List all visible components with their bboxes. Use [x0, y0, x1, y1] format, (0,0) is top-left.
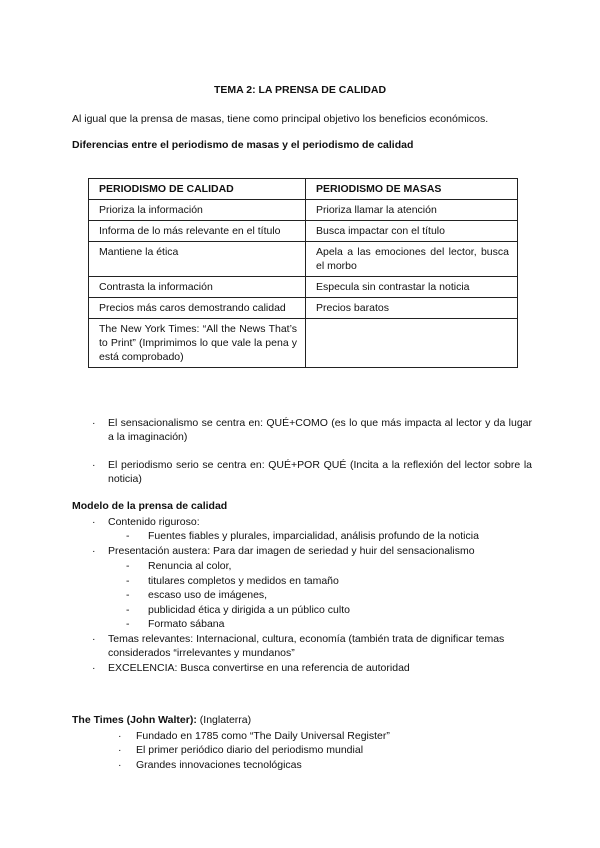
times-item: Grandes innovaciones tecnológicas: [136, 759, 302, 771]
table-cell: Especula sin contrastar la noticia: [306, 277, 518, 298]
table-cell: Precios más caros demostrando calidad: [89, 298, 306, 319]
dash-icon: -: [126, 604, 130, 616]
times-heading: [72, 713, 251, 728]
sub-item: titulares completos y medidos en tamaño: [148, 575, 339, 587]
bullet-item: [92, 458, 532, 488]
table-cell: Busca impactar con el título: [306, 221, 518, 242]
sub-item: Formato sábana: [148, 618, 225, 630]
sub-item: Fuentes fiables y plurales, imparcialidad, análisis profundo de la noticia: [148, 530, 479, 542]
table-row: [89, 242, 518, 277]
bullet-dot-icon: ·: [92, 545, 96, 557]
times-item: El primer periódico diario del periodismo mundial: [136, 744, 364, 756]
model-item-content: Contenido riguroso:: [108, 516, 200, 528]
dash-icon: -: [126, 530, 130, 542]
page-title: TEMA 2: LA PRENSA DE CALIDAD: [213, 84, 387, 96]
table-cell: Contrasta la información: [89, 277, 306, 298]
times-item: Fundado en 1785 como “The Daily Universal Register”: [136, 730, 390, 742]
table-cell: Prioriza llamar la atención: [306, 200, 518, 221]
times-heading-bold: The Times (John Walter):: [72, 714, 197, 726]
bullet-dot-icon: ·: [118, 744, 122, 756]
header-quality: PERIODISMO DE CALIDAD: [89, 179, 306, 200]
intro-paragraph: Al igual que la prensa de masas, tiene como principal objetivo los beneficios económicos.: [72, 113, 489, 125]
table-cell: Mantiene la ética: [89, 242, 306, 277]
model-item-presentation: Presentación austera: Para dar imagen de seriedad y huir del sensacionalismo: [108, 545, 475, 557]
bullet-dot-icon: ·: [92, 633, 96, 645]
bullet-dot-icon: ·: [92, 417, 96, 429]
dash-icon: -: [126, 575, 130, 587]
sub-item: publicidad ética y dirigida a un público culto: [148, 604, 350, 616]
table-row: [89, 221, 518, 242]
dash-icon: -: [126, 560, 130, 572]
table-row: [89, 319, 518, 368]
table-row: [89, 298, 518, 319]
model-item-excellence: EXCELENCIA: Busca convertirse en una referencia de autoridad: [108, 662, 410, 674]
differences-heading: Diferencias entre el periodismo de masas y el periodismo de calidad: [72, 139, 414, 151]
dash-icon: -: [126, 589, 130, 601]
bullet-dot-icon: ·: [118, 759, 122, 771]
bullet-dot-icon: ·: [92, 459, 96, 471]
table-cell: Informa de lo más relevante en el título: [89, 221, 306, 242]
bullet-dot-icon: ·: [92, 516, 96, 528]
bullet-dot-icon: ·: [118, 730, 122, 742]
table-cell: Apela a las emociones del lector, busca el morbo: [306, 242, 518, 277]
table-row: [89, 200, 518, 221]
table-cell: The New York Times: “All the News That’s to Print” (Imprimimos lo que vale la pena y está comprobado): [89, 319, 306, 368]
table-row: [89, 277, 518, 298]
bullet-dot-icon: ·: [92, 662, 96, 674]
bullet-item: [92, 416, 532, 446]
model-item-topics-cont: considerados “irrelevantes y mundanos”: [108, 647, 295, 659]
model-item-topics: Temas relevantes: Internacional, cultura, economía (también trata de dignificar temas: [108, 633, 505, 645]
bullet-text: El periodismo serio se centra en: QUÉ+POR QUÉ (Incita a la reflexión del lector sobre la noticia): [108, 459, 532, 485]
times-heading-country: (Inglaterra): [196, 714, 252, 726]
model-heading: Modelo de la prensa de calidad: [72, 500, 228, 512]
table-cell: [306, 319, 518, 368]
table-cell: Precios baratos: [306, 298, 518, 319]
comparison-table: [88, 178, 518, 368]
sub-item: Renuncia al color,: [148, 560, 232, 572]
header-mass: PERIODISMO DE MASAS: [306, 179, 518, 200]
sub-item: escaso uso de imágenes,: [148, 589, 268, 601]
table-cell: Prioriza la información: [89, 200, 306, 221]
dash-icon: -: [126, 618, 130, 630]
bullet-text: El sensacionalismo se centra en: QUÉ+COMO (es lo que más impacta al lector y da lugar a la imaginación): [108, 417, 532, 443]
table-header-row: [89, 179, 518, 200]
